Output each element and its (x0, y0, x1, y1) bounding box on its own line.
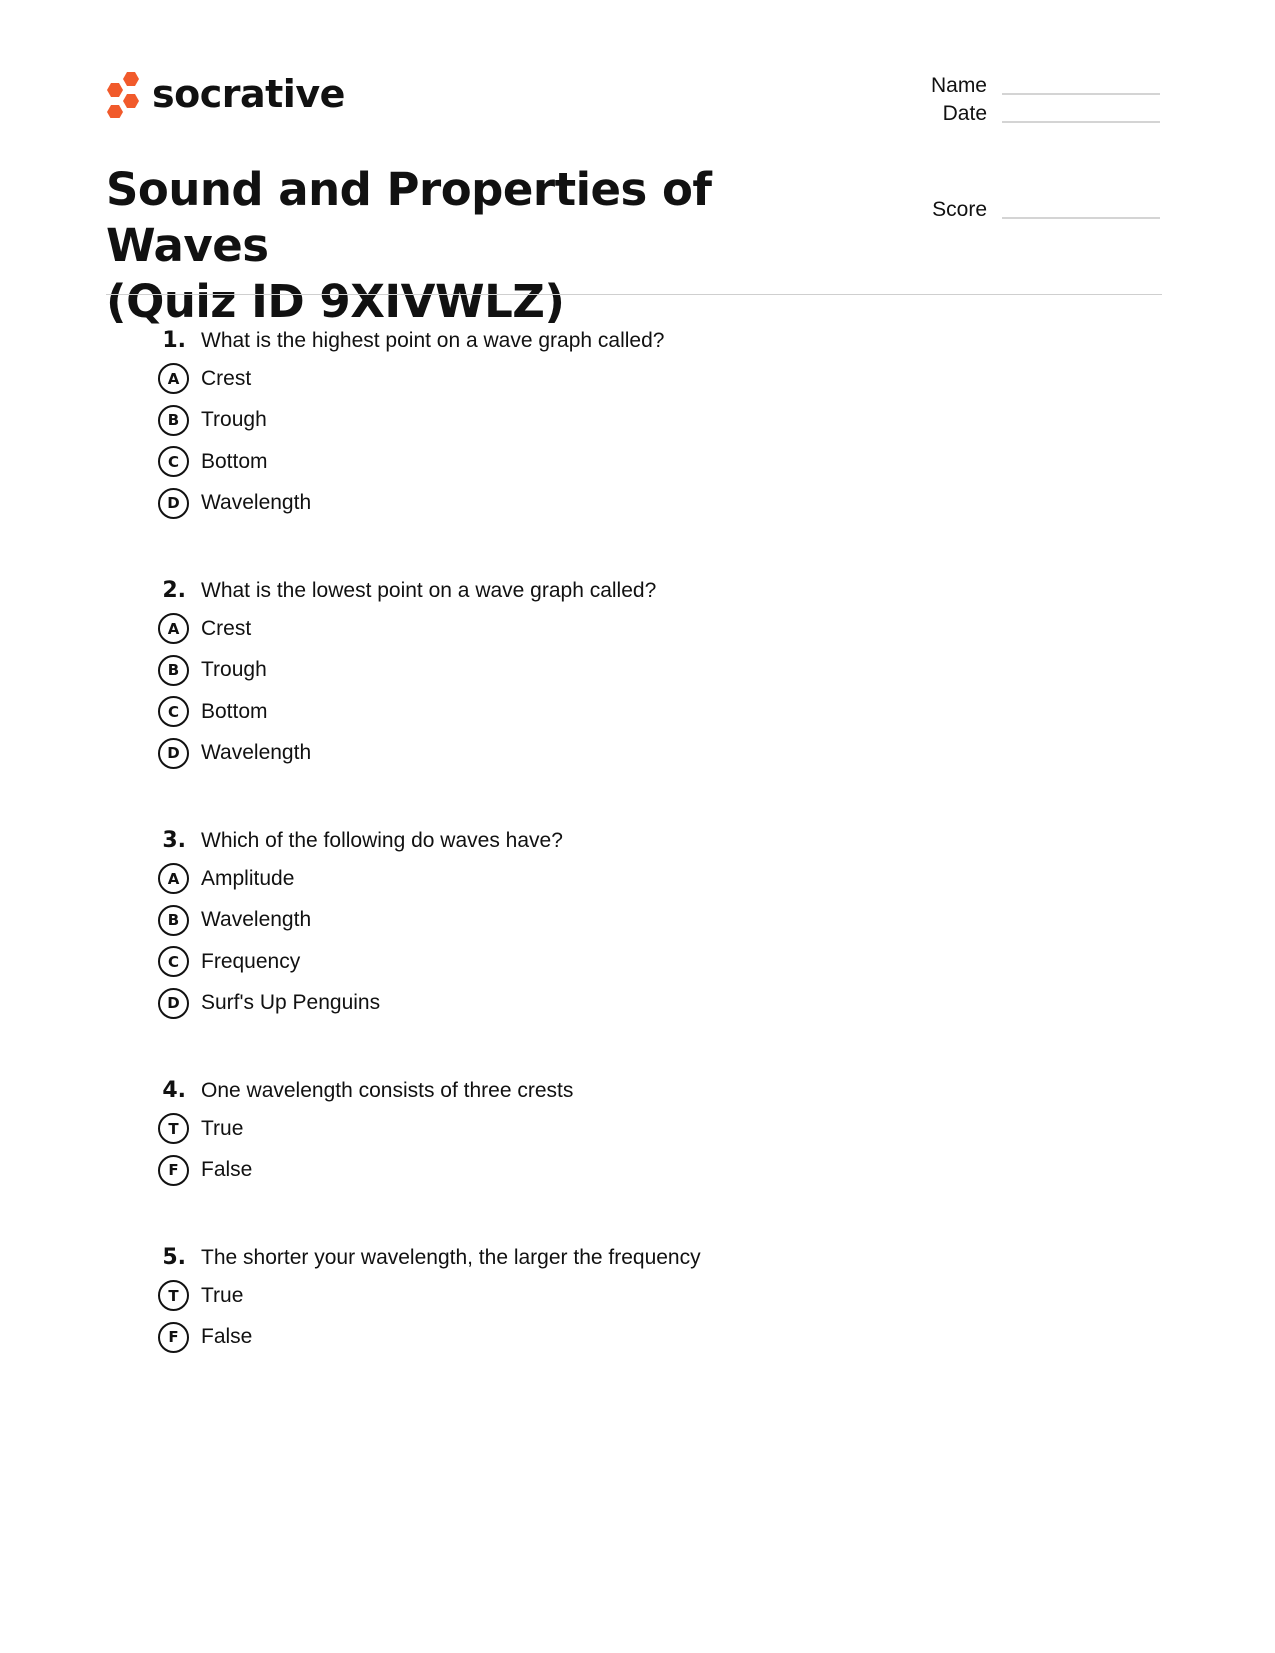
name-field[interactable] (887, 74, 1160, 98)
answer-bubble-a[interactable]: A (158, 863, 189, 894)
socrative-logo (106, 70, 345, 118)
question-text: One wavelength consists of three crests (201, 1079, 574, 1102)
answer-bubble-f[interactable]: F (158, 1155, 189, 1186)
question-number: 4. (162, 1078, 186, 1103)
answer-bubble-t[interactable]: T (158, 1113, 189, 1144)
option-a[interactable] (158, 358, 1058, 400)
question-1 (158, 328, 1058, 524)
option-c[interactable] (158, 441, 1058, 483)
question-text: What is the highest point on a wave graph called? (201, 329, 665, 352)
quiz-title (106, 162, 866, 330)
option-true[interactable] (158, 1108, 1058, 1150)
option-false[interactable] (158, 1317, 1058, 1359)
score-input-line[interactable] (1002, 217, 1160, 219)
date-label: Date (942, 102, 987, 125)
option-d[interactable] (158, 733, 1058, 775)
answer-bubble-d[interactable]: D (158, 738, 189, 769)
question-2 (158, 578, 1058, 774)
option-d[interactable] (158, 483, 1058, 525)
question-list (158, 328, 1058, 1412)
option-text: Surf's Up Penguins (201, 991, 381, 1015)
option-b[interactable] (158, 900, 1058, 942)
score-field[interactable] (887, 198, 1160, 222)
option-false[interactable] (158, 1150, 1058, 1192)
name-input-line[interactable] (1002, 93, 1160, 95)
option-c[interactable] (158, 691, 1058, 733)
option-text: Frequency (201, 949, 301, 973)
answer-bubble-a[interactable]: A (158, 363, 189, 394)
answer-bubble-f[interactable]: F (158, 1322, 189, 1353)
option-text: Wavelength (201, 491, 312, 515)
option-text: Amplitude (201, 866, 295, 890)
answer-bubble-b[interactable]: B (158, 655, 189, 686)
answer-bubble-b[interactable]: B (158, 905, 189, 936)
option-text: Wavelength (201, 908, 312, 932)
option-b[interactable] (158, 400, 1058, 442)
option-a[interactable] (158, 608, 1058, 650)
answer-bubble-t[interactable]: T (158, 1280, 189, 1311)
answer-bubble-a[interactable]: A (158, 613, 189, 644)
name-label: Name (930, 74, 987, 97)
question-text: Which of the following do waves have? (201, 829, 563, 852)
answer-bubble-b[interactable]: B (158, 405, 189, 436)
question-3 (158, 828, 1058, 1024)
brand-name: socrative (152, 72, 345, 116)
option-text: False (201, 1325, 253, 1349)
option-a[interactable] (158, 858, 1058, 900)
option-true[interactable] (158, 1275, 1058, 1317)
question-5 (158, 1245, 1058, 1358)
score-label: Score (932, 198, 987, 221)
option-text: Trough (201, 658, 267, 682)
option-text: Crest (201, 366, 252, 390)
answer-bubble-c[interactable]: C (158, 946, 189, 977)
option-text: False (201, 1158, 253, 1182)
option-text: Bottom (201, 449, 268, 473)
question-text: The shorter your wavelength, the larger the frequency (201, 1246, 701, 1269)
answer-bubble-c[interactable]: C (158, 446, 189, 477)
question-number: 5. (162, 1245, 186, 1270)
header-divider (106, 294, 1162, 295)
option-b[interactable] (158, 650, 1058, 692)
answer-bubble-d[interactable]: D (158, 488, 189, 519)
question-number: 2. (162, 578, 186, 603)
date-field[interactable] (887, 102, 1160, 126)
option-text: Trough (201, 408, 267, 432)
option-text: Wavelength (201, 741, 312, 765)
question-4 (158, 1078, 1058, 1191)
answer-bubble-d[interactable]: D (158, 988, 189, 1019)
option-c[interactable] (158, 941, 1058, 983)
hexagon-cluster-logo-icon (106, 70, 144, 118)
option-text: True (201, 1283, 244, 1307)
answer-bubble-c[interactable]: C (158, 696, 189, 727)
option-text: Crest (201, 616, 252, 640)
question-text: What is the lowest point on a wave graph called? (201, 579, 657, 602)
option-d[interactable] (158, 983, 1058, 1025)
quiz-title-line2: (Quiz ID 9XIVWLZ) (106, 275, 565, 328)
question-number: 3. (162, 828, 186, 853)
option-text: Bottom (201, 699, 268, 723)
option-text: True (201, 1116, 244, 1140)
quiz-title-line1: Sound and Properties of Waves (106, 163, 712, 272)
date-input-line[interactable] (1002, 121, 1160, 123)
question-number: 1. (162, 328, 186, 353)
